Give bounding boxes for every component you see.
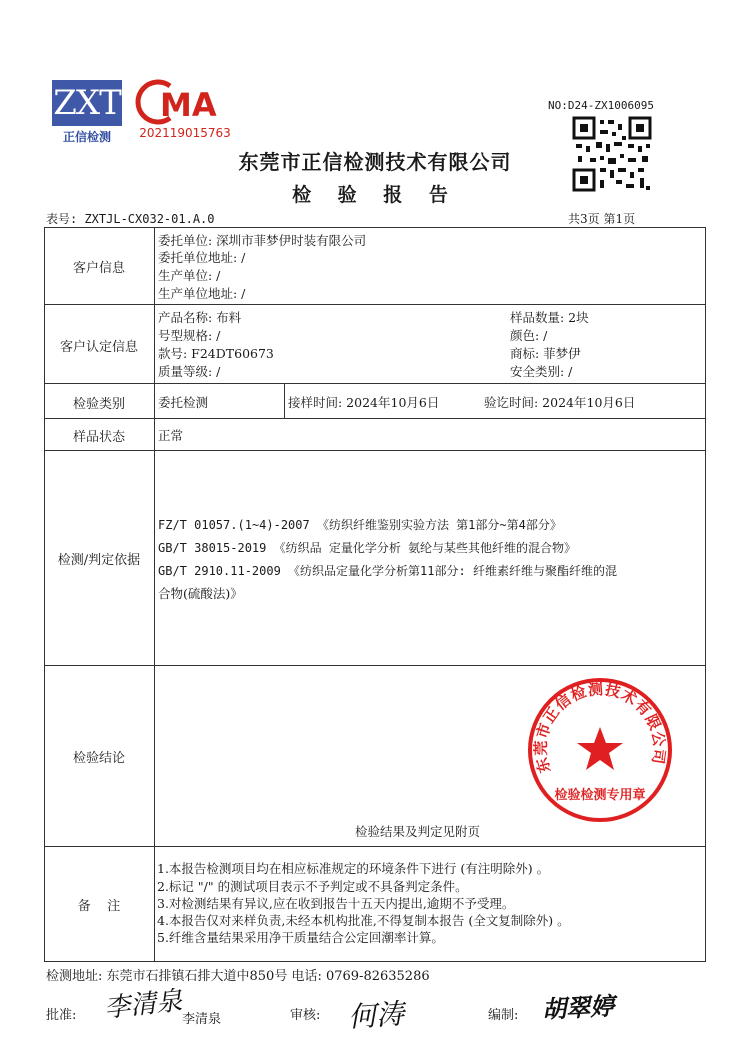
client-line: 委托单位地址: / (158, 250, 246, 265)
remark-line: 1.本报告检测项目均在相应标准规定的环境条件下进行 (有注明除外) 。 (157, 861, 550, 876)
label-column-divider (154, 227, 155, 962)
inspection-type-label: 检验类别 (72, 397, 125, 412)
client-info-label: 客户信息 (72, 261, 125, 276)
approve-label: 批准: (46, 1008, 77, 1023)
report-number: NO:D24-ZX1006095 (548, 99, 654, 112)
standards-label: 检测/判定依据 (57, 553, 141, 568)
sample-left-line: 质量等级: / (158, 364, 221, 379)
test-address: 检测地址: 东莞市石排镇石排大道中850号 电话: 0769-82635286 (46, 969, 430, 984)
client-line: 委托单位: 深圳市菲梦伊时装有限公司 (158, 233, 367, 248)
conclusion-label: 检验结论 (72, 751, 125, 766)
remark-line: 2.标记 "/" 的测试项目表示不予判定或不具备判定条件。 (157, 879, 468, 894)
compile-label: 编制: (488, 1008, 519, 1023)
cma-mark-icon (130, 78, 240, 126)
svg-text:东莞市正信检测技术有限公司: 东莞市正信检测技术有限公司 (531, 680, 669, 776)
approve-name: 李清泉 (182, 1012, 222, 1027)
page-info: 共3页 第1页 (568, 212, 636, 226)
client-line: 生产单位: / (158, 268, 221, 283)
standard-line: 合物(硫酸法)》 (158, 586, 243, 601)
sample-left-line: 产品名称: 布料 (158, 310, 242, 325)
svg-text:检验检测专用章: 检验检测专用章 (554, 788, 646, 803)
zxt-logo-text: ZXT (52, 80, 122, 126)
standard-line: GB/T 38015-2019 《纺织品 定量化学分析 氨纶与某些其他纤维的混合物》 (158, 541, 577, 555)
official-seal-icon (525, 675, 675, 825)
cma-logo-text: MA (160, 86, 217, 124)
sample-right-line: 颜色: / (510, 328, 548, 343)
zxt-logo (52, 80, 122, 144)
sample-info-label: 客户认定信息 (59, 340, 138, 355)
form-number: 表号: ZXTJL-CX032-01.A.0 (46, 212, 215, 226)
cma-number: 202119015763 (139, 126, 231, 140)
remarks-label: 备 注 (77, 899, 121, 914)
approve-signature: 李清泉 (102, 985, 184, 1024)
report-title: 检 验 报 告 (292, 184, 458, 206)
standard-line: GB/T 2910.11-2009 《纺织品定量化学分析第11部分: 纤维素纤维与聚酯纤维的混 (158, 564, 617, 578)
sample-right-line: 安全类别: / (510, 364, 573, 379)
zxt-logo-subtitle: 正信检测 (62, 130, 111, 144)
sample-status-value: 正常 (158, 428, 184, 443)
conclusion-text: 检验结果及判定见附页 (355, 824, 481, 839)
compile-signature: 胡翠婷 (541, 991, 615, 1024)
sample-status-label: 样品状态 (72, 430, 125, 445)
sample-right-line: 商标: 菲梦伊 (510, 346, 581, 361)
inspection-type-value: 委托检测 (158, 395, 209, 410)
sample-left-line: 号型规格: / (158, 328, 221, 343)
sample-right-line: 样品数量: 2块 (510, 310, 589, 325)
review-signature: 何涛 (347, 997, 406, 1034)
company-name: 东莞市正信检测技术有限公司 (238, 150, 512, 174)
cma-logo (130, 78, 240, 140)
remark-line: 5.纤维含量结果采用净干质量结合公定回潮率计算。 (157, 930, 444, 945)
client-line: 生产单位地址: / (158, 286, 246, 301)
standard-line: FZ/T 01057.(1~4)-2007 《纺织纤维鉴别实验方法 第1部分~第4部分》 (158, 518, 562, 532)
completed-date: 验讫时间: 2024年10月6日 (484, 395, 636, 410)
review-label: 审核: (290, 1008, 321, 1023)
sample-left-line: 款号: F24DT60673 (158, 346, 274, 361)
remark-line: 3.对检测结果有异议,应在收到报告十五天内提出,逾期不予受理。 (157, 896, 515, 911)
remark-line: 4.本报告仅对来样负责,未经本机构批准,不得复制本报告 (全文复制除外) 。 (157, 913, 570, 928)
received-date: 接样时间: 2024年10月6日 (288, 395, 440, 410)
